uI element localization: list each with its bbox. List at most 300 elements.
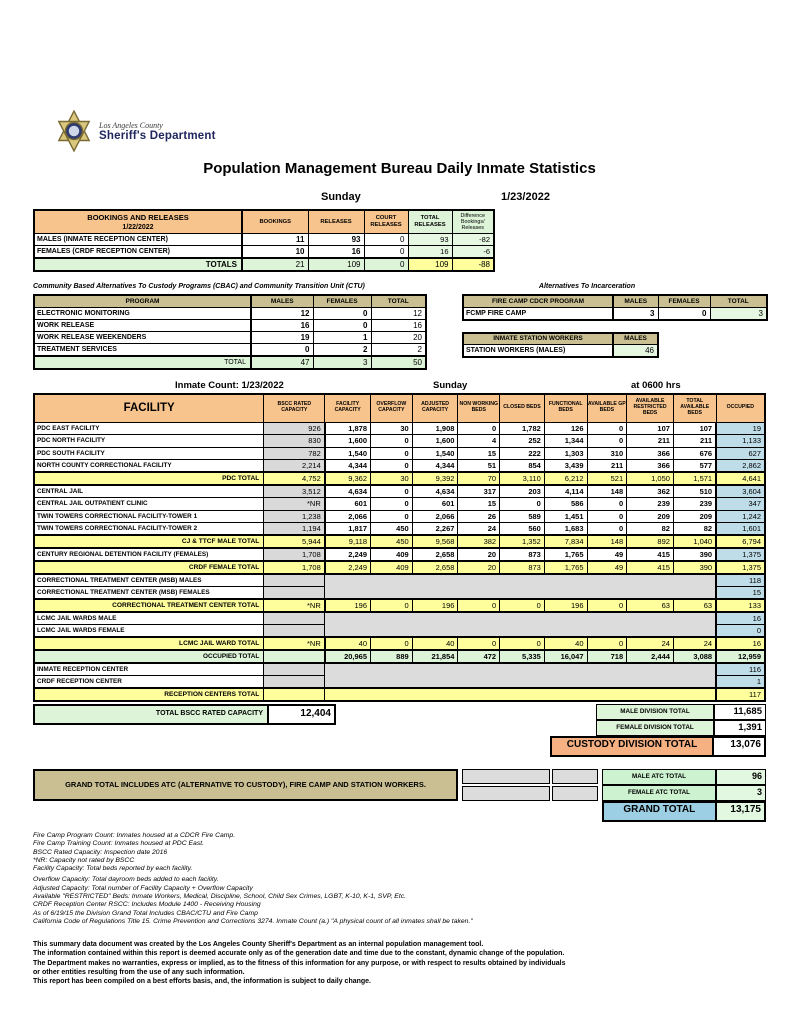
occupied-cell: 15 xyxy=(716,587,765,600)
females-value: 0 xyxy=(313,319,371,331)
occupied-cell: 16 xyxy=(716,612,765,625)
program-label: TREATMENT SERVICES xyxy=(34,343,251,356)
stat-cell: 472 xyxy=(458,650,500,663)
stat-cell: 6,212 xyxy=(544,472,587,485)
bookings-date: 1/22/2022 xyxy=(122,224,154,231)
males-value: 16 xyxy=(251,319,313,331)
fire-camp-table xyxy=(462,294,768,321)
stat-cell: 1,194 xyxy=(264,523,325,536)
stat-cell: 1,303 xyxy=(544,447,587,460)
facility-name: PDC SOUTH FACILITY xyxy=(34,447,264,460)
count-time: at 0600 hrs xyxy=(631,380,681,391)
subtotal-row-lcmc xyxy=(34,637,765,650)
occupied-cell: 2,862 xyxy=(716,460,765,473)
stat-cell: 1,571 xyxy=(673,472,716,485)
stat-cell: 211 xyxy=(587,460,627,473)
females-value: 0 xyxy=(313,307,371,319)
stat-cell: 3,512 xyxy=(264,485,325,498)
facility-name: CENTURY REGIONAL DETENTION FACILITY (FEMALES) xyxy=(34,548,264,561)
stat-cell: 1,782 xyxy=(500,422,545,435)
difference-value: -6 xyxy=(452,246,494,259)
subtotal-label: CJ & TTCF MALE TOTAL xyxy=(34,535,264,548)
stat-cell: 148 xyxy=(587,535,627,548)
subtotal-row-ctc xyxy=(34,599,765,612)
col-header-total: TOTAL xyxy=(710,295,767,307)
gray-cell xyxy=(462,786,550,801)
gray-cell xyxy=(462,769,550,784)
stat-cell: 196 xyxy=(325,599,371,612)
col-header-overflow: OVERFLOW CAPACITY xyxy=(371,394,413,422)
stat-cell: 51 xyxy=(458,460,500,473)
stat-cell: 1,765 xyxy=(544,548,587,561)
stat-cell: 3,088 xyxy=(673,650,716,663)
day-date-row xyxy=(33,191,766,207)
occupied-cell: 1,133 xyxy=(716,435,765,448)
stat-cell: 9,392 xyxy=(412,472,458,485)
col-header-closed: CLOSED BEDS xyxy=(500,394,545,422)
stat-cell: 1,878 xyxy=(325,422,371,435)
bookings-row-males xyxy=(34,234,494,246)
females-value: 0 xyxy=(658,307,710,320)
females-value: 2 xyxy=(313,343,371,356)
stat-cell: 0 xyxy=(458,599,500,612)
footnote-line: Adjusted Capacity: Total number of Facility Capacity + Overflow Capacity xyxy=(33,884,253,892)
facility-name: CRDF RECEPTION CENTER xyxy=(34,676,264,689)
facility-row xyxy=(34,485,765,498)
facility-name: TWIN TOWERS CORRECTIONAL FACILITY-TOWER 1 xyxy=(34,510,264,523)
facility-row xyxy=(34,523,765,536)
stat-cell: 63 xyxy=(673,599,716,612)
female-division-label: FEMALE DIVISION TOTAL xyxy=(596,720,714,736)
facility-name: NORTH COUNTY CORRECTIONAL FACILITY xyxy=(34,460,264,473)
stat-cell: 4 xyxy=(458,435,500,448)
facility-header-row xyxy=(34,394,765,422)
total-value: 20 xyxy=(371,331,426,343)
col-header-total-releases: TOTAL RELEASES xyxy=(408,210,452,234)
male-division-total xyxy=(550,704,766,720)
col-header-bookings: BOOKINGS xyxy=(242,210,308,234)
stat-cell: 40 xyxy=(325,637,371,650)
disclaimer-line: or other entities resulting from the use of any such information. xyxy=(33,968,245,976)
stat-cell: 24 xyxy=(458,523,500,536)
total-value: 12 xyxy=(371,307,426,319)
releases-total: 109 xyxy=(308,258,364,271)
stat-cell: 873 xyxy=(500,548,545,561)
occupied-cell: 12,959 xyxy=(716,650,765,663)
subtotal-label: LCMC JAIL WARD TOTAL xyxy=(34,637,264,650)
stat-cell: 1,908 xyxy=(412,422,458,435)
stat-cell: 2,658 xyxy=(412,561,458,574)
female-atc-value: 3 xyxy=(716,785,766,801)
bookings-row-females xyxy=(34,246,494,259)
facility-name: CORRECTIONAL TREATMENT CENTER (MSB) FEMALES xyxy=(34,587,264,600)
bscc-total-label: TOTAL BSCC RATED CAPACITY xyxy=(33,704,269,725)
footnotes xyxy=(33,832,766,926)
male-division-label: MALE DIVISION TOTAL xyxy=(596,704,714,720)
stat-cell: 9,362 xyxy=(325,472,371,485)
fire-camp-row xyxy=(463,307,767,320)
facility-name: CORRECTIONAL TREATMENT CENTER (MSB) MALES xyxy=(34,574,264,587)
stat-cell: 1,708 xyxy=(264,561,325,574)
stat-cell: 1,765 xyxy=(544,561,587,574)
custody-division-value: 13,076 xyxy=(714,736,766,757)
merged-empty-cell xyxy=(325,663,716,688)
station-workers-header-row xyxy=(463,333,658,345)
stat-cell: 409 xyxy=(371,561,413,574)
stat-cell: 0 xyxy=(371,599,413,612)
occupied-cell: 16 xyxy=(716,637,765,650)
stat-cell: 0 xyxy=(458,422,500,435)
stat-cell: *NR xyxy=(264,498,325,511)
division-totals xyxy=(550,704,766,757)
stat-cell: 49 xyxy=(587,548,627,561)
fire-camp-label: FCMP FIRE CAMP xyxy=(463,307,613,320)
logo-dept-text: Sheriff's Department xyxy=(99,129,216,142)
stat-cell: 317 xyxy=(458,485,500,498)
stat-cell: 40 xyxy=(412,637,458,650)
facility-row xyxy=(34,435,765,448)
bookings-title-cell xyxy=(34,210,242,234)
occupied-cell: 1,375 xyxy=(716,548,765,561)
station-workers-row xyxy=(463,345,658,358)
stat-cell: 310 xyxy=(587,447,627,460)
stat-cell: 0 xyxy=(458,637,500,650)
stat-cell: 239 xyxy=(627,498,674,511)
stat-cell: 63 xyxy=(627,599,674,612)
footnote-line: CRDF Reception Center RSCC: Includes Module 1400 - Receiving Housing xyxy=(33,901,261,909)
stat-cell: 82 xyxy=(627,523,674,536)
stat-cell: 0 xyxy=(500,637,545,650)
stat-cell: 211 xyxy=(627,435,674,448)
stat-cell: 873 xyxy=(500,561,545,574)
agency-name xyxy=(99,121,216,142)
stat-cell-empty xyxy=(264,612,325,625)
stat-cell: 601 xyxy=(325,498,371,511)
subtotal-label: CRDF FEMALE TOTAL xyxy=(34,561,264,574)
stat-cell: 7,834 xyxy=(544,535,587,548)
occupied-cell: 0 xyxy=(716,625,765,638)
station-workers-table xyxy=(462,332,659,359)
total-releases-value: 93 xyxy=(408,234,452,246)
stat-cell: 1,600 xyxy=(412,435,458,448)
stat-cell: 3,110 xyxy=(500,472,545,485)
stat-cell: 382 xyxy=(458,535,500,548)
stat-cell: 0 xyxy=(587,435,627,448)
logo-county-text: Los Angeles County xyxy=(99,120,163,130)
stat-cell: 239 xyxy=(673,498,716,511)
col-header-females: FEMALES xyxy=(658,295,710,307)
male-division-value: 11,685 xyxy=(714,704,766,720)
subtotal-label: PDC TOTAL xyxy=(34,472,264,485)
col-header-program: PROGRAM xyxy=(34,295,251,307)
total-value: 16 xyxy=(371,319,426,331)
stat-cell: 49 xyxy=(587,561,627,574)
col-header-difference: Difference Bookings/ Releases xyxy=(452,210,494,234)
grand-total xyxy=(602,801,766,822)
difference-value: -82 xyxy=(452,234,494,246)
program-label: ELECTRONIC MONITORING xyxy=(34,307,251,319)
incarceration-section xyxy=(462,283,766,370)
stat-cell: 0 xyxy=(587,523,627,536)
stat-cell: 126 xyxy=(544,422,587,435)
stat-cell: 203 xyxy=(500,485,545,498)
col-header-females: FEMALES xyxy=(313,295,371,307)
females-value: 1 xyxy=(313,331,371,343)
occupied-cell: 4,641 xyxy=(716,472,765,485)
total-value: 2 xyxy=(371,343,426,356)
stat-cell: 892 xyxy=(627,535,674,548)
court-releases-total: 0 xyxy=(364,258,408,271)
stat-cell: 24 xyxy=(673,637,716,650)
station-workers-header: INMATE STATION WORKERS xyxy=(463,333,613,345)
stat-cell: 415 xyxy=(627,548,674,561)
page-title: Population Management Bureau Daily Inmate Statistics xyxy=(203,160,596,177)
sheriff-star-icon xyxy=(55,110,93,152)
col-header-total-available: TOTAL AVAILABLE BEDS xyxy=(673,394,716,422)
stat-cell: 1,708 xyxy=(264,548,325,561)
stat-cell: 2,249 xyxy=(325,561,371,574)
subtotal-label: RECEPTION CENTERS TOTAL xyxy=(34,688,264,701)
facility-row xyxy=(34,574,765,587)
bookings-value: 11 xyxy=(242,234,308,246)
stat-cell: 16,047 xyxy=(544,650,587,663)
stat-cell: 5,944 xyxy=(264,535,325,548)
cbac-total-row xyxy=(34,356,426,369)
occupied-cell: 1,601 xyxy=(716,523,765,536)
stat-cell: 830 xyxy=(264,435,325,448)
stat-cell: 1,683 xyxy=(544,523,587,536)
stat-cell: 586 xyxy=(544,498,587,511)
stat-cell: 107 xyxy=(673,422,716,435)
program-label: WORK RELEASE xyxy=(34,319,251,331)
station-workers-label: STATION WORKERS (MALES) xyxy=(463,345,613,358)
subtotal-row-pdc xyxy=(34,472,765,485)
footnote-line: Overflow Capacity: Total dayroom beds added to each facility. xyxy=(33,876,219,884)
facility-name: CENTRAL JAIL xyxy=(34,485,264,498)
bookings-value: 10 xyxy=(242,246,308,259)
col-header-facility-capacity: FACILITY CAPACITY xyxy=(325,394,371,422)
stat-cell: 24 xyxy=(627,637,674,650)
col-header-available-gp: AVAILABLE GP BEDS xyxy=(587,394,627,422)
stat-cell: 2,066 xyxy=(325,510,371,523)
occupied-cell: 1 xyxy=(716,676,765,689)
releases-value: 93 xyxy=(308,234,364,246)
col-header-nonworking: NON WORKING BEDS xyxy=(458,394,500,422)
court-releases-value: 0 xyxy=(364,234,408,246)
stat-cell: 2,214 xyxy=(264,460,325,473)
cbac-row xyxy=(34,319,426,331)
division-summary xyxy=(33,704,766,757)
programs-section xyxy=(33,283,766,370)
stat-cell: 589 xyxy=(500,510,545,523)
col-header-males: MALES xyxy=(613,295,658,307)
subtotal-row-reception xyxy=(34,688,765,701)
male-atc-label: MALE ATC TOTAL xyxy=(602,769,716,785)
footnote-line: Fire Camp Program Count: Inmates housed at a CDCR Fire Camp. xyxy=(33,832,236,839)
stat-cell-empty xyxy=(264,625,325,638)
occupied-cell: 116 xyxy=(716,663,765,676)
col-header-males: MALES xyxy=(613,333,658,345)
stat-cell: 4,344 xyxy=(412,460,458,473)
incarceration-title: Alternatives To Incarceration xyxy=(538,283,636,290)
stat-cell: 4,634 xyxy=(325,485,371,498)
males-value: 3 xyxy=(613,307,658,320)
stat-cell: 390 xyxy=(673,561,716,574)
gray-cell xyxy=(552,786,598,801)
facility-name: TWIN TOWERS CORRECTIONAL FACILITY-TOWER 2 xyxy=(34,523,264,536)
stat-cell: 15 xyxy=(458,498,500,511)
stat-cell: 3,439 xyxy=(544,460,587,473)
occupied-cell: 347 xyxy=(716,498,765,511)
fire-camp-header-row xyxy=(463,295,767,307)
stat-cell: 366 xyxy=(627,447,674,460)
inmate-count-section xyxy=(33,380,766,986)
stat-cell: 1,540 xyxy=(325,447,371,460)
occupied-cell: 133 xyxy=(716,599,765,612)
stat-cell: 40 xyxy=(544,637,587,650)
bookings-header-row xyxy=(34,210,494,234)
stat-cell: 0 xyxy=(371,510,413,523)
atc-totals xyxy=(602,769,766,822)
gray-cell xyxy=(552,769,598,784)
stat-cell: 20 xyxy=(458,548,500,561)
occupied-cell: 1,242 xyxy=(716,510,765,523)
bookings-total: 21 xyxy=(242,258,308,271)
stat-cell: 782 xyxy=(264,447,325,460)
stat-cell: 2,267 xyxy=(412,523,458,536)
stat-cell: 2,066 xyxy=(412,510,458,523)
stat-cell-empty xyxy=(264,587,325,600)
stat-cell: 209 xyxy=(627,510,674,523)
stat-cell: 510 xyxy=(673,485,716,498)
occupied-cell: 118 xyxy=(716,574,765,587)
facility-name: LCMC JAIL WARDS MALE xyxy=(34,612,264,625)
stat-cell: 366 xyxy=(627,460,674,473)
bookings-totals-row xyxy=(34,258,494,271)
facility-name: CENTRAL JAIL OUTPATIENT CLINIC xyxy=(34,498,264,511)
cbac-row xyxy=(34,307,426,319)
occupied-cell: 1,375 xyxy=(716,561,765,574)
stat-cell: 0 xyxy=(587,637,627,650)
stat-cell: 926 xyxy=(264,422,325,435)
custody-division-label: CUSTODY DIVISION TOTAL xyxy=(550,736,714,757)
stat-cell: 196 xyxy=(412,599,458,612)
stat-cell: 9,118 xyxy=(325,535,371,548)
count-header-row xyxy=(33,380,766,392)
inmate-count-label: Inmate Count: 1/23/2022 xyxy=(175,380,284,391)
stat-cell: 0 xyxy=(587,422,627,435)
court-releases-value: 0 xyxy=(364,246,408,259)
report-day: Sunday xyxy=(321,191,361,203)
males-total: 47 xyxy=(251,356,313,369)
occupied-cell: 627 xyxy=(716,447,765,460)
stat-cell: 390 xyxy=(673,548,716,561)
footnote-line: California Code of Regulations Title 15. Crime Prevention and Corrections 3274. Inmate Count (a.) "A physical count of all inmates shall be taken." xyxy=(33,917,473,925)
stat-cell: 415 xyxy=(627,561,674,574)
males-value: 19 xyxy=(251,331,313,343)
stat-cell: 9,568 xyxy=(412,535,458,548)
releases-value: 16 xyxy=(308,246,364,259)
col-header-bscc: BSCC RATED CAPACITY xyxy=(264,394,325,422)
grand-total: 50 xyxy=(371,356,426,369)
stat-cell: 577 xyxy=(673,460,716,473)
stat-cell: 0 xyxy=(500,599,545,612)
males-value: 0 xyxy=(251,343,313,356)
facility-row xyxy=(34,447,765,460)
cbac-header-row xyxy=(34,295,426,307)
facility-row xyxy=(34,548,765,561)
stat-cell-empty xyxy=(264,574,325,587)
totals-label: TOTALS xyxy=(34,258,242,271)
male-atc-total xyxy=(602,769,766,785)
disclaimer xyxy=(33,940,766,986)
stat-cell: 20 xyxy=(458,561,500,574)
stat-cell: 196 xyxy=(544,599,587,612)
total-releases-value: 16 xyxy=(408,246,452,259)
col-header-adjusted: ADJUSTED CAPACITY xyxy=(412,394,458,422)
stat-cell: 30 xyxy=(371,472,413,485)
stat-cell: 889 xyxy=(371,650,413,663)
subtotal-row-cj-ttcf xyxy=(34,535,765,548)
female-atc-label: FEMALE ATC TOTAL xyxy=(602,785,716,801)
facility-table xyxy=(33,393,766,702)
col-header-males: MALES xyxy=(251,295,313,307)
merged-empty-cell xyxy=(325,574,716,599)
facility-row xyxy=(34,422,765,435)
difference-total: -88 xyxy=(452,258,494,271)
count-day: Sunday xyxy=(433,380,468,391)
bscc-total-value: 12,404 xyxy=(269,704,336,725)
occupied-total-row xyxy=(34,650,765,663)
occupied-cell: 19 xyxy=(716,422,765,435)
grand-total-spacer-cells xyxy=(462,769,598,801)
stat-cell: 521 xyxy=(587,472,627,485)
total-value: 3 xyxy=(710,307,767,320)
disclaimer-line: This report has been compiled on a best efforts basis, and, the information is subject to daily change. xyxy=(33,978,372,986)
stat-cell: 4,752 xyxy=(264,472,325,485)
footnote-line: BSCC Rated Capacity: Inspection date 2016 xyxy=(33,848,168,856)
stat-cell: 450 xyxy=(371,535,413,548)
stat-cell: 0 xyxy=(371,435,413,448)
facility-row xyxy=(34,663,765,676)
stat-cell: *NR xyxy=(264,599,325,612)
stat-cell: 676 xyxy=(673,447,716,460)
grand-total-note: GRAND TOTAL INCLUDES ATC (ALTERNATIVE TO CUSTODY), FIRE CAMP AND STATION WORKERS. xyxy=(33,769,458,801)
stat-cell: 211 xyxy=(673,435,716,448)
stat-cell: 222 xyxy=(500,447,545,460)
grand-total-value: 13,175 xyxy=(717,801,766,822)
facility-row xyxy=(34,460,765,473)
stat-cell: 601 xyxy=(412,498,458,511)
stat-cell: 82 xyxy=(673,523,716,536)
facility-row xyxy=(34,498,765,511)
stat-cell: 0 xyxy=(587,498,627,511)
cbac-row xyxy=(34,331,426,343)
disclaimer-line: The Department makes no warranties, express or implied, as to the fitness of this information for any purpose, or with respect to results obtained by individuals xyxy=(33,959,566,967)
facility-row xyxy=(34,510,765,523)
stat-cell: 0 xyxy=(587,599,627,612)
stat-cell-empty xyxy=(264,663,325,676)
merged-empty-cell xyxy=(325,688,716,701)
cbac-table xyxy=(33,294,427,370)
stat-cell: 70 xyxy=(458,472,500,485)
total-releases-total: 109 xyxy=(408,258,452,271)
facility-name: LCMC JAIL WARDS FEMALE xyxy=(34,625,264,638)
stat-cell: 1,451 xyxy=(544,510,587,523)
subtotal-label: CORRECTIONAL TREATMENT CENTER TOTAL xyxy=(34,599,264,612)
stat-cell: 0 xyxy=(587,510,627,523)
stat-cell: 0 xyxy=(500,498,545,511)
